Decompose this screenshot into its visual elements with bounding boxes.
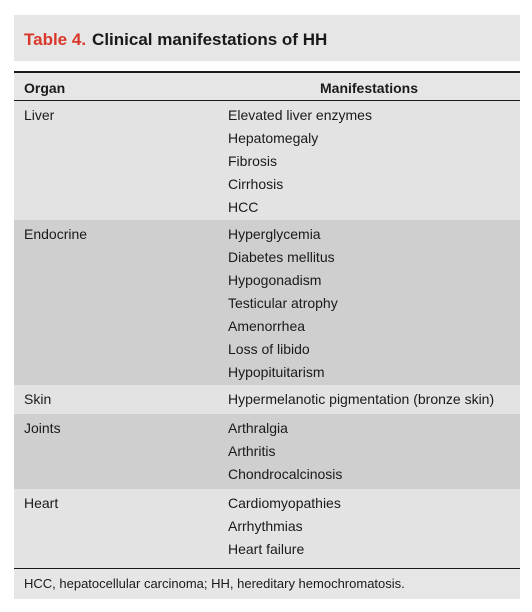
- manifestation-item: Hepatomegaly: [228, 130, 319, 146]
- organ-cell: Heart: [24, 495, 59, 511]
- manifestation-item: Cirrhosis: [228, 176, 284, 192]
- manifestations-cell: [228, 223, 338, 384]
- table-number: Table 4.: [24, 30, 87, 49]
- table-row-heart: [14, 489, 520, 568]
- manifestation-item: Amenorrhea: [228, 318, 306, 334]
- organ-cell: Skin: [24, 391, 52, 407]
- table-title: Clinical manifestations of HH: [92, 30, 328, 49]
- manifestations-cell: [228, 492, 341, 561]
- table-row-joints: [14, 414, 520, 489]
- column-header-organ: Organ: [24, 80, 66, 96]
- manifestation-item: Hypopituitarism: [228, 364, 325, 380]
- manifestation-item: Hypermelanotic pigmentation (bronze skin): [228, 391, 495, 407]
- manifestation-item: Cardiomyopathies: [228, 495, 341, 511]
- table-footnote: HCC, hepatocellular carcinoma; HH, hereditary hemochromatosis.: [24, 576, 405, 591]
- manifestation-item: Arthralgia: [228, 420, 288, 436]
- column-header-manifestations: Manifestations: [320, 80, 419, 96]
- clinical-manifestations-table: [14, 15, 520, 599]
- table-caption: [24, 30, 327, 50]
- caption-spacer: [14, 61, 520, 71]
- organ-cell: Endocrine: [24, 226, 88, 242]
- table-caption-bar: [14, 15, 520, 61]
- manifestation-item: Hypogonadism: [228, 272, 322, 288]
- manifestation-item: Arthritis: [228, 443, 276, 459]
- manifestation-item: Chondrocalcinosis: [228, 466, 343, 482]
- manifestation-item: Hyperglycemia: [228, 226, 321, 242]
- organ-cell: Joints: [24, 420, 61, 436]
- organ-cell: Liver: [24, 107, 55, 123]
- manifestation-item: Loss of libido: [228, 341, 310, 357]
- table-row-endocrine: [14, 220, 520, 385]
- table-row-skin: [14, 385, 520, 414]
- manifestation-item: Diabetes mellitus: [228, 249, 335, 265]
- manifestations-cell: [228, 388, 494, 411]
- table-footer: [14, 568, 520, 599]
- manifestation-item: Elevated liver enzymes: [228, 107, 372, 123]
- manifestation-item: Heart failure: [228, 541, 305, 557]
- manifestation-item: HCC: [228, 199, 259, 215]
- manifestation-item: Arrhythmias: [228, 518, 303, 534]
- manifestations-cell: [228, 417, 342, 486]
- manifestation-item: Fibrosis: [228, 153, 278, 169]
- manifestation-item: Testicular atrophy: [228, 295, 338, 311]
- manifestations-cell: [228, 104, 372, 219]
- table-row-liver: [14, 101, 520, 220]
- table-header-row: [14, 71, 520, 101]
